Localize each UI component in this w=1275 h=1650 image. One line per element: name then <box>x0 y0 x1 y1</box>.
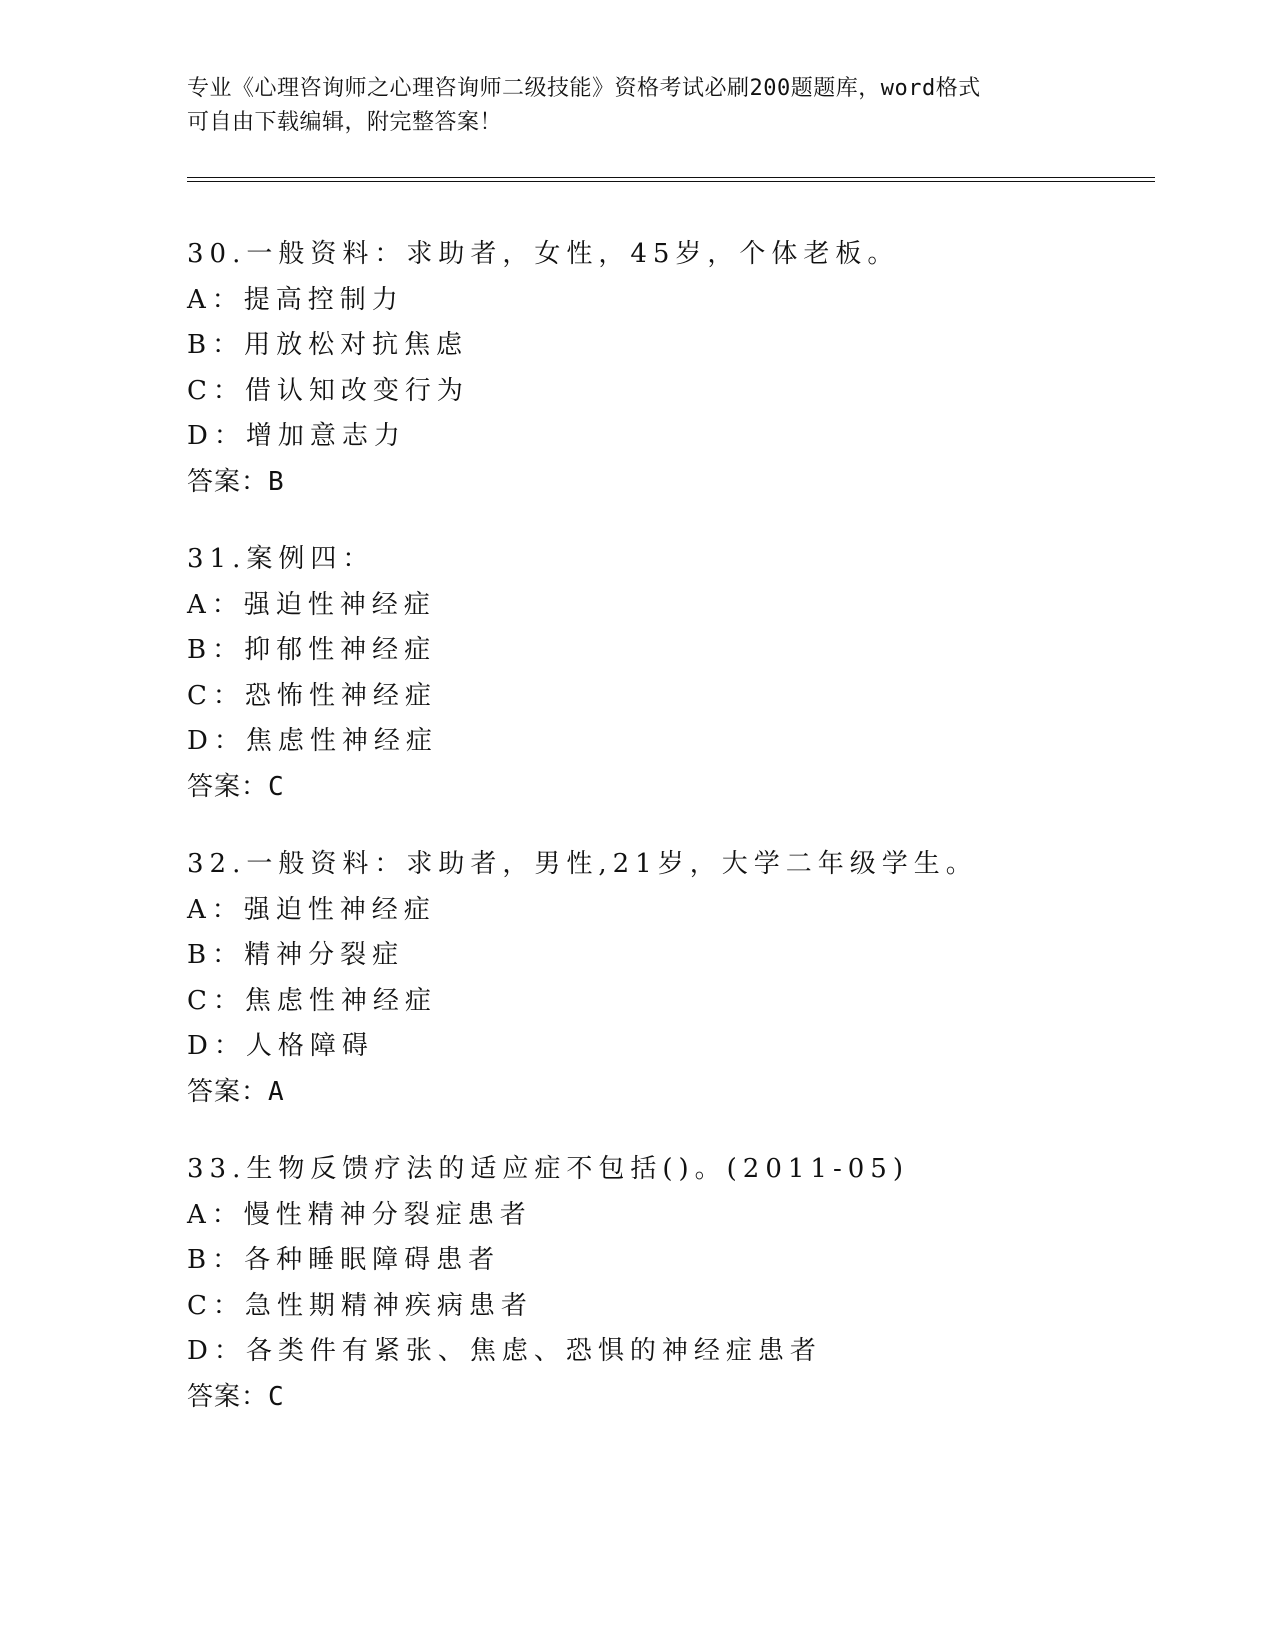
question-list <box>187 232 1147 1452</box>
option-c: C：急性期精神疾病患者 <box>187 1290 533 1321</box>
option-c: C：恐怖性神经症 <box>187 680 437 711</box>
option-d: D：焦虑性神经症 <box>187 726 438 756</box>
option-d: D：增加意志力 <box>187 421 406 451</box>
question-stem: 31.案例四： <box>187 544 375 574</box>
question-32 <box>187 842 1147 1115</box>
option-b: B：用放松对抗焦虑 <box>187 330 469 360</box>
option-d: D：各类件有紧张、焦虑、恐惧的神经症患者 <box>187 1336 822 1366</box>
answer-line: 答案：C <box>187 771 285 802</box>
header-line-1: 专业《心理咨询师之心理咨询师二级技能》资格考试必刷200题题库，word格式 <box>187 76 981 101</box>
answer-line: 答案：A <box>187 1076 285 1107</box>
header-line-2: 可自由下载编辑，附完整答案！ <box>187 110 503 135</box>
option-c: C：焦虑性神经症 <box>187 985 437 1016</box>
option-a: A：强迫性神经症 <box>187 894 436 925</box>
option-b: B：各种睡眠障碍患者 <box>187 1245 501 1275</box>
option-a: A：提高控制力 <box>187 284 404 315</box>
option-d: D：人格障碍 <box>187 1031 374 1061</box>
option-c: C：借认知改变行为 <box>187 375 469 406</box>
question-30 <box>187 232 1147 505</box>
option-b: B：抑郁性神经症 <box>187 635 437 665</box>
document-header <box>187 72 1087 140</box>
question-stem: 33.生物反馈疗法的适应症不包括()。(2011-05) <box>187 1154 909 1184</box>
question-stem: 32.一般资料：求助者，男性,21岁，大学二年级学生。 <box>187 849 978 879</box>
question-31 <box>187 537 1147 810</box>
answer-line: 答案：C <box>187 1381 285 1412</box>
option-a: A：慢性精神分裂症患者 <box>187 1199 532 1230</box>
question-33 <box>187 1147 1147 1420</box>
answer-line: 答案：B <box>187 466 285 497</box>
header-divider <box>187 177 1155 182</box>
option-b: B：精神分裂症 <box>187 940 405 970</box>
question-stem: 30.一般资料：求助者，女性，45岁，个体老板。 <box>187 239 900 269</box>
option-a: A：强迫性神经症 <box>187 589 436 620</box>
